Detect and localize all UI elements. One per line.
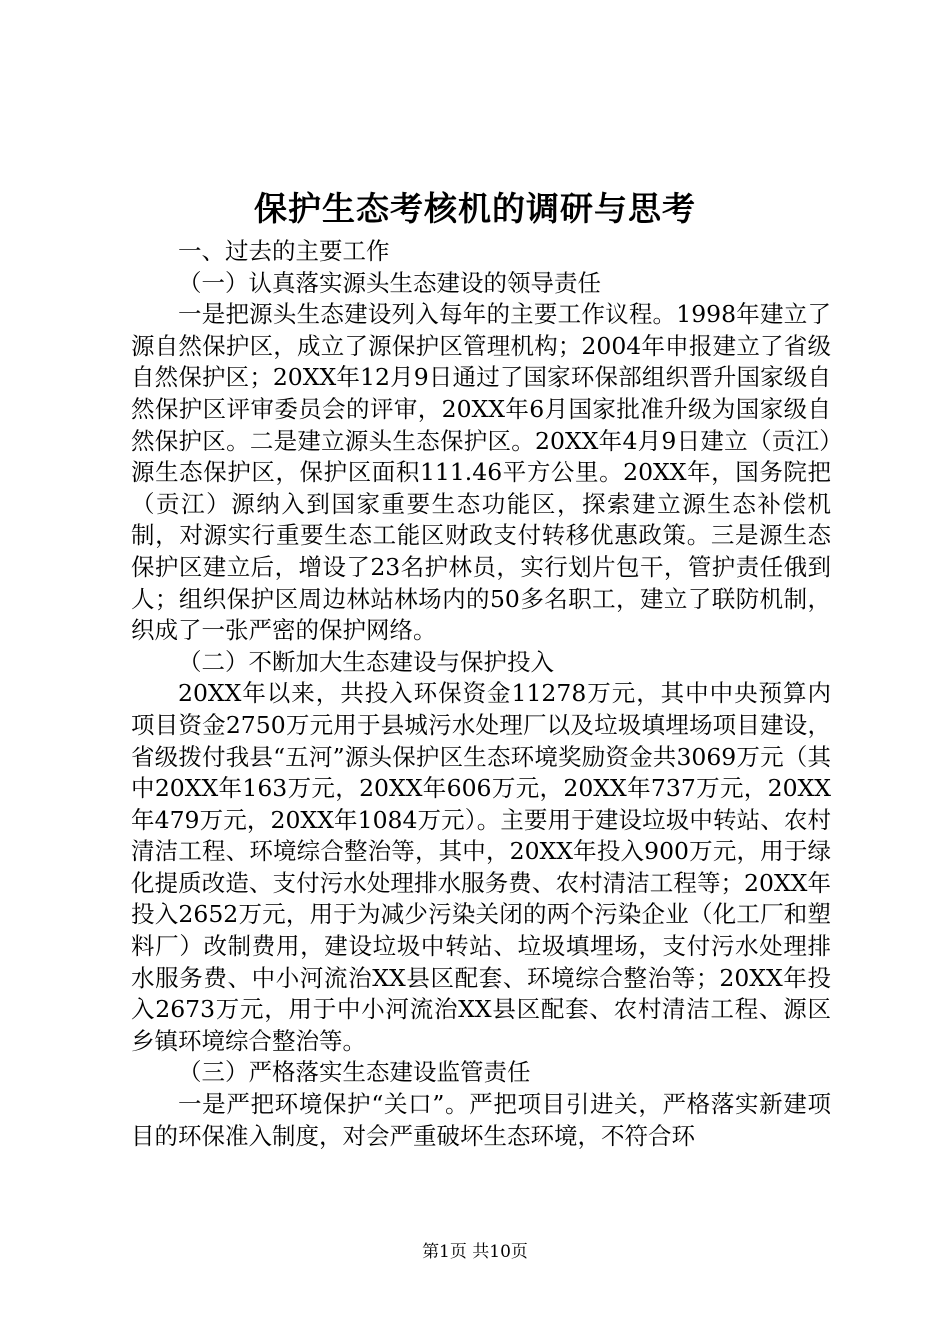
page-footer: 第1页 共10页 [422,1242,528,1262]
subsection-heading: （三）严格落实生态建设监管责任 [178,1058,531,1087]
body-paragraph: 一是严把环境保护“关口”。严把项目引进关，严格落实新建项目的环保准入制度，对会严重破坏生态环境，不符合环 [131,1090,831,1150]
section-heading: 一、过去的主要工作 [178,237,390,265]
body-paragraph: 20XX年以来，共投入环保资金11278万元，其中中央预算内项目资金2750万元用于县城污水处理厂以及垃圾填埋场项目建设，省级拨付我县“五河”源头保护区生态环境奖励资金共3069万元（其中20XX年163万元，20XX年606万元，20XX年737万元，20XX年479万元，20XX年1084万元）。主要用于建设垃圾中转站、农村清洁工程、环境综合整治等，其中，20XX年投入900万元，用于绿化提质改造、支付污水处理排水服务费、农村清洁工程等；20XX年投入2652万元，用于为减少污染关闭的两个污染企业（化工厂和塑料厂）改制费用，建设垃圾中转站、垃圾填埋场，支付污水处理排水服务费、中小河流治XX县区配套、环境综合整治等；20XX年投入2673万元，用于中小河流治XX县区配套、农村清洁工程、源区乡镇环境综合整治等。 [131,679,831,1055]
document-title: 保护生态考核机的调研与思考 [254,189,696,228]
subsection-heading: （一）认真落实源头生态建设的领导责任 [178,268,601,297]
body-paragraph: 一是把源头生态建设列入每年的主要工作议程。1998年建立了源自然保护区，成立了源保护区管理机构；2004年申报建立了省级自然保护区；20XX年12月9日通过了国家环保部组织晋升国家级自然保护区评审委员会的评审，20XX年6月国家批准升级为国家级自然保护区。二是建立源头生态保护区。20XX年4月9日建立（贡江）源生态保护区，保护区面积111.46平方公里。20XX年，国务院把（贡江）源纳入到国家重要生态功能区，探索建立源生态补偿机制，对源实行重要生态工能区财政支付转移优惠政策。三是源生态保护区建立后，增设了23名护林员，实行划片包干，管护责任俄到人；组织保护区周边林站林场内的50多名职工，建立了联防机制，织成了一张严密的保护网络。 [131,300,831,645]
document-body [131,236,831,1152]
subsection-heading: （二）不断加大生态建设与保护投入 [178,647,554,676]
